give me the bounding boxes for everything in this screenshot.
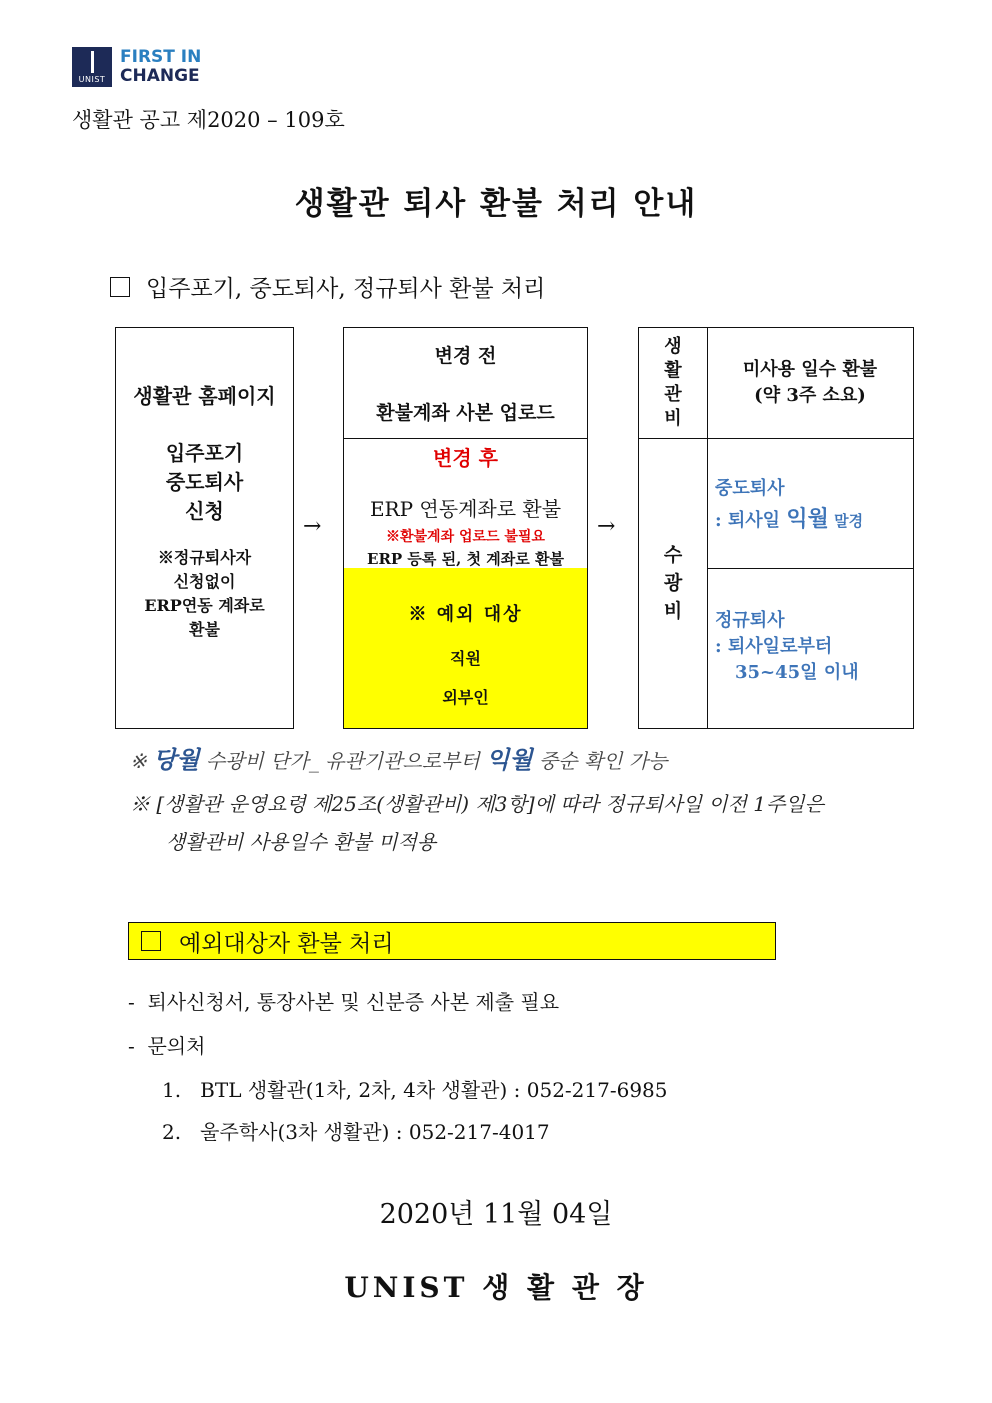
- note-mark: ※: [130, 792, 150, 816]
- bullet-dash: -: [128, 1034, 148, 1058]
- homepage-box: [115, 327, 294, 729]
- arrow-icon: →: [597, 514, 616, 539]
- note-emph: 당월: [153, 745, 200, 774]
- mid-prefix: : 퇴사일: [715, 510, 787, 531]
- homepage-note-line: ※정규퇴사자: [157, 548, 252, 567]
- mid-checkout-when: [715, 504, 913, 536]
- bullet-text: 문의처: [147, 1034, 206, 1058]
- regular-checkout-cell: [707, 568, 914, 729]
- mid-checkout-cell: [707, 438, 914, 569]
- arrow-icon: →: [303, 514, 322, 539]
- page-title: 생활관 퇴사 환불 처리 안내: [294, 186, 698, 222]
- before-change-text: 환불계좌 사본 업로드: [376, 402, 555, 424]
- exception-box: [343, 568, 588, 729]
- homepage-title: 생활관 홈페이지: [133, 384, 276, 408]
- logo-mark-text: UNIST: [78, 75, 106, 84]
- exception-item: 직원: [450, 649, 481, 668]
- checkbox-icon: [141, 931, 161, 951]
- label-char: 생: [664, 336, 682, 357]
- after-change-sub: ERP 등록 된, 첫 계좌로 환불: [367, 550, 564, 568]
- notice-date: 2020년 11월 04일: [379, 1199, 613, 1230]
- regular-checkout-line1: : 퇴사일로부터: [715, 636, 833, 657]
- note-2-line1: [생활관 운영요령 제25조(생활관비) 제3항]에 따라 정규퇴사일 이전 1주일은: [156, 792, 824, 816]
- contact-num: 2.: [162, 1120, 182, 1144]
- mid-suffix: 말경: [828, 512, 864, 530]
- living-fee-label: [638, 327, 708, 439]
- bullet-item: [128, 986, 559, 1015]
- label-char: 비: [664, 408, 682, 429]
- after-change-title: 변경 후: [433, 446, 498, 470]
- note-1: [130, 740, 667, 775]
- label-char: 수: [663, 544, 683, 566]
- living-fee-text: [707, 327, 914, 439]
- homepage-line: 중도퇴사: [165, 470, 244, 494]
- regular-checkout-title: 정규퇴사: [715, 610, 785, 631]
- after-change-box: [343, 438, 588, 569]
- bullet-text: 퇴사신청서, 통장사본 및 신분증 사본 제출 필요: [147, 990, 560, 1014]
- section2-heading-text: 예외대상자 환불 처리: [179, 930, 394, 957]
- before-change-title: 변경 전: [434, 345, 497, 367]
- mid-emph: 익월: [786, 506, 829, 532]
- note-text: 중순 확인 가능: [532, 749, 668, 773]
- logo-slogan-line2: CHANGE: [120, 66, 200, 86]
- after-change-text: ERP 연동계좌로 환불: [369, 497, 562, 521]
- note-emph: 익월: [486, 745, 533, 774]
- note-text: 수광비 단가_ 유관기관으로부터: [199, 749, 487, 773]
- logo-slogan: [120, 48, 201, 86]
- bullet-dash: -: [128, 990, 148, 1014]
- mid-checkout-title: 중도퇴사: [715, 478, 785, 499]
- label-char: 비: [663, 600, 683, 622]
- homepage-note-line: 신청없이: [173, 572, 236, 591]
- homepage-note-line: ERP연동 계좌로: [144, 596, 265, 615]
- bullet-item: [128, 1030, 205, 1059]
- section2-heading: [128, 922, 776, 960]
- homepage-note-line: 환불: [189, 620, 220, 639]
- contact-num: 1.: [162, 1078, 182, 1102]
- exception-item: 외부인: [442, 688, 489, 707]
- homepage-line: 입주포기: [165, 441, 244, 465]
- section1-heading-text: 입주포기, 중도퇴사, 정규퇴사 환불 처리: [146, 276, 546, 302]
- after-change-warning: ※환불계좌 업로드 불필요: [386, 529, 545, 545]
- living-fee-line: 미사용 일수 환불: [742, 359, 878, 380]
- contact-item: [162, 1116, 550, 1145]
- logo-slogan-line1: FIRST IN: [120, 47, 202, 67]
- notice-number: 생활관 공고 제2020 – 109호: [72, 108, 345, 132]
- homepage-line: 신청: [185, 499, 224, 523]
- label-char: 관: [664, 384, 682, 405]
- unist-logo-mark: [72, 47, 112, 87]
- label-char: 광: [663, 572, 683, 594]
- contact-text: 울주학사(3차 생활관) : 052-217-4017: [200, 1120, 550, 1144]
- contact-item: [162, 1074, 668, 1103]
- utility-fee-label: [638, 438, 708, 729]
- note-2-line2: 생활관비 사용일수 환불 미적용: [166, 830, 437, 854]
- label-char: 활: [664, 360, 682, 381]
- living-fee-line: (약 3주 소요): [754, 385, 866, 406]
- checkbox-icon: [110, 277, 130, 297]
- section1-heading: [110, 270, 545, 303]
- before-change-box: [343, 327, 588, 439]
- regular-checkout-line2: 35~45일 이내: [735, 662, 859, 683]
- contact-text: BTL 생활관(1차, 2차, 4차 생활관) : 052-217-6985: [200, 1078, 668, 1102]
- signature: UNIST 생 활 관 장: [344, 1271, 648, 1304]
- note-2: [130, 788, 824, 817]
- exception-title: ※ 예외 대상: [408, 604, 523, 625]
- note-mark: ※: [130, 749, 147, 773]
